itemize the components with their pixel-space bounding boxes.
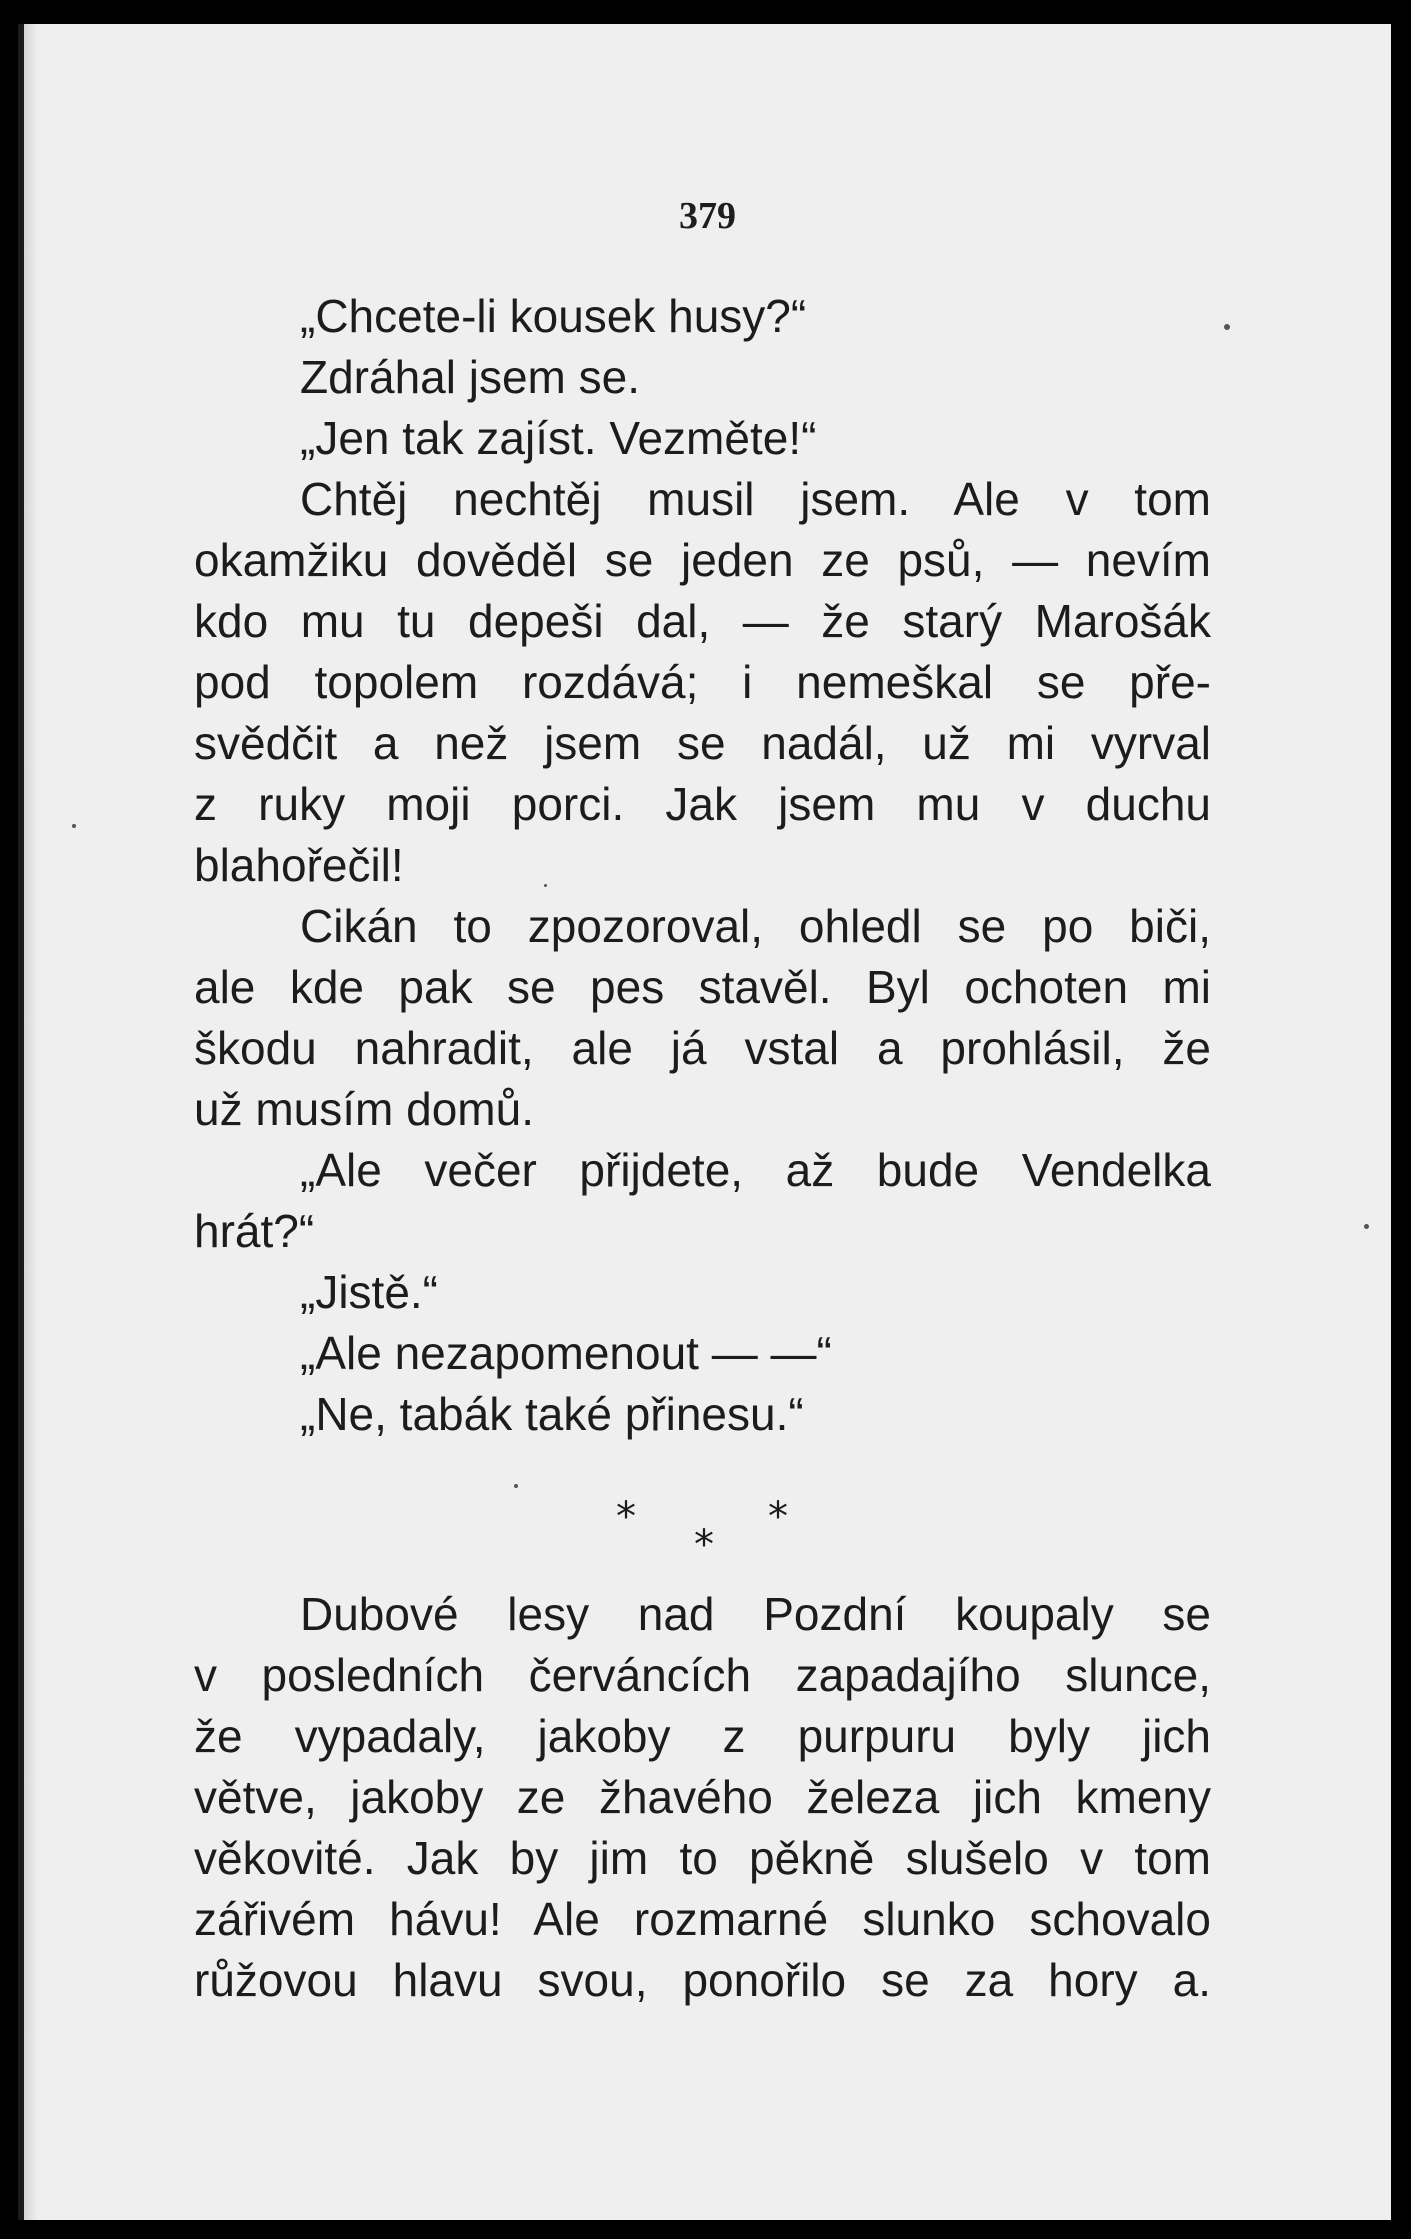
text-line: „Jistě.“ (300, 1266, 438, 1318)
text-line: věkovité. Jak by jim to pěkně slušelo v tom (194, 1832, 1211, 1884)
page-spine-shadow (24, 24, 38, 2220)
line-content: „Chcete-li kousek husy?“ (300, 290, 807, 342)
text-line: kdo mu tu depeši dal, — že starý Marošák (194, 595, 1211, 647)
book-page (18, 24, 1391, 2220)
text-line: větve, jakoby ze žhavého železa jich kmeny (194, 1771, 1211, 1823)
text-line: pod topolem rozdává; i nemeškal se pře- (194, 656, 1211, 708)
text-line: „Ale večer přijdete, až bude Vendelka (300, 1144, 1211, 1196)
line-content: „Jen tak zajíst. Vezměte!“ (300, 412, 817, 464)
paper-speck (514, 1484, 518, 1488)
text-line: okamžiku dověděl se jeden ze psů, — nevím (194, 534, 1211, 586)
text-line: svědčit a než jsem se nadál, už mi vyrval (194, 717, 1211, 769)
text-line: už musím domů. (194, 1083, 534, 1135)
text-line (194, 286, 1211, 347)
text-line: hrát?“ (194, 1205, 315, 1257)
paper-speck (1364, 1224, 1369, 1229)
text-line: Chtěj nechtěj musil jsem. Ale v tom (300, 473, 1211, 525)
text-line: růžovou hlavu svou, ponořilo se za hory a. (194, 1954, 1211, 2006)
paper-speck (544, 884, 547, 887)
separator-asterisk: * (694, 1522, 714, 1568)
text-line: škodu nahradit, ale já vstal a prohlásil, že (194, 1022, 1211, 1074)
text-line: z ruky moji porci. Jak jsem mu v duchu (194, 778, 1211, 830)
text-line: Dubové lesy nad Pozdní koupaly se (300, 1588, 1211, 1640)
separator-asterisk: * (616, 1494, 636, 1540)
text-line: že vypadaly, jakoby z purpuru byly jich (194, 1710, 1211, 1762)
page-number: 379 (679, 195, 736, 237)
text-line: ale kde pak se pes stavěl. Byl ochoten mi (194, 961, 1211, 1013)
line-content: Zdráhal jsem se. (300, 351, 641, 403)
paper-speck (72, 824, 76, 828)
main-text-block (194, 286, 1211, 1445)
section-separator (24, 1494, 1391, 1584)
text-line (194, 347, 1211, 408)
second-paragraph (194, 1584, 1211, 2011)
paper-speck (1224, 324, 1230, 330)
text-line: „Ale nezapomenout — —“ (300, 1327, 832, 1379)
text-line: v posledních červáncích zapadajího slunce, (194, 1649, 1211, 1701)
separator-asterisk: * (768, 1494, 788, 1540)
text-line: „Ne, tabák také přinesu.“ (300, 1388, 804, 1440)
text-line: Cikán to zpozoroval, ohledl se po biči, (300, 900, 1211, 952)
text-line: zářivém hávu! Ale rozmarné slunko schovalo (194, 1893, 1211, 1945)
text-line: blahořečil! (194, 839, 404, 891)
text-line (194, 408, 1211, 469)
